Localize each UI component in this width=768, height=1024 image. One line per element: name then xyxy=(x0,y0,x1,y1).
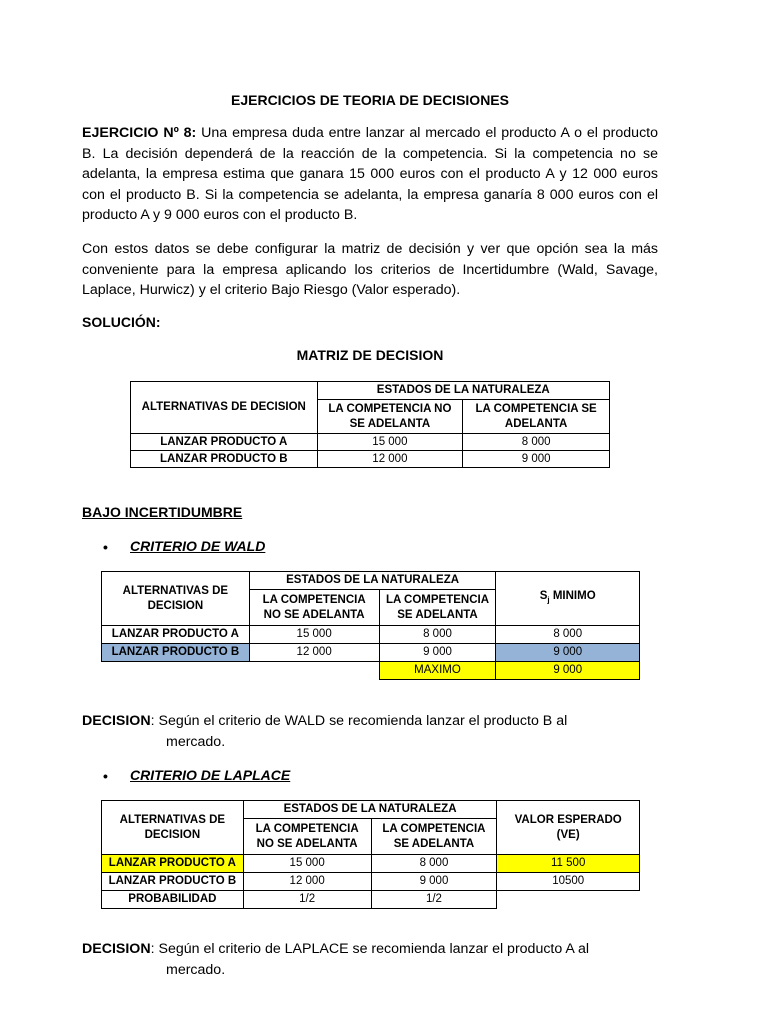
wald-max-label: MAXIMO xyxy=(379,662,496,680)
table-row xyxy=(102,891,640,909)
laplace-col-se-adelanta: LA COMPETENCIA SE ADELANTA xyxy=(371,819,497,855)
laplace-decision-text: : Según el criterio de LAPLACE se recomienda lanzar el producto A al xyxy=(150,941,590,957)
matrix-alt-header: ALTERNATIVAS DE DECISION xyxy=(131,382,318,434)
matrix-row-alt: LANZAR PRODUCTO B xyxy=(131,451,318,468)
section-uncertainty-heading: BAJO INCERTIDUMBRE xyxy=(82,504,243,520)
wald-decision-label: DECISION xyxy=(82,713,151,729)
laplace-cell: 9 000 xyxy=(371,873,497,891)
laplace-ve-cell: 10500 xyxy=(497,873,640,891)
table-row xyxy=(131,434,610,451)
laplace-decision-label: DECISION xyxy=(82,941,151,957)
decision-matrix-table xyxy=(130,381,610,468)
matrix-title: MATRIZ DE DECISION xyxy=(296,347,444,363)
table-row xyxy=(102,855,640,873)
laplace-ve-header: VALOR ESPERADO (VE) xyxy=(497,801,640,855)
page-title: EJERCICIOS DE TEORIA DE DECISIONES xyxy=(231,92,509,108)
wald-cell: 12 000 xyxy=(249,644,379,662)
table-row xyxy=(102,644,640,662)
wald-alt-header: ALTERNATIVAS DE DECISION xyxy=(102,572,250,626)
matrix-cell: 8 000 xyxy=(463,434,610,451)
laplace-row-alt: LANZAR PRODUCTO B xyxy=(102,873,244,891)
exercise-label: EJERCICIO Nº 8: xyxy=(82,125,197,141)
wald-table xyxy=(101,571,640,680)
wald-decision xyxy=(82,711,658,753)
laplace-states-header: ESTADOS DE LA NATURALEZA xyxy=(243,801,497,819)
matrix-col-no-adelanta: LA COMPETENCIA NO SE ADELANTA xyxy=(317,400,463,434)
wald-min-cell: 8 000 xyxy=(496,626,640,644)
exercise-paragraph xyxy=(82,123,658,226)
wald-max-value: 9 000 xyxy=(496,662,640,680)
wald-states-header: ESTADOS DE LA NATURALEZA xyxy=(249,572,496,590)
laplace-ve-cell-selected: 11 500 xyxy=(497,855,640,873)
wald-min-cell-selected: 9 000 xyxy=(496,644,640,662)
laplace-cell: 8 000 xyxy=(371,855,497,873)
matrix-col-se-adelanta: LA COMPETENCIA SE ADELANTA xyxy=(463,400,610,434)
bullet-wald: • xyxy=(103,539,108,555)
matrix-row-alt: LANZAR PRODUCTO A xyxy=(131,434,318,451)
wald-cell: 8 000 xyxy=(379,626,496,644)
table-row xyxy=(131,451,610,468)
instructions-paragraph: Con estos datos se debe configurar la matriz de decisión y ver que opción sea la más conveniente para la empresa aplicando los criterios de Incertidumbre (Wald, Savage, Laplace, Hurwicz) y el criterio Bajo Riesgo (Valor esperado). xyxy=(82,241,658,299)
wald-col-no-adelanta: LA COMPETENCIA NO SE ADELANTA xyxy=(249,590,379,626)
laplace-cell: 12 000 xyxy=(243,873,371,891)
table-row xyxy=(102,662,640,680)
solution-heading: SOLUCIÓN: xyxy=(82,314,161,330)
wald-decision-text: : Según el criterio de WALD se recomienda lanzar el producto B al xyxy=(150,713,568,729)
laplace-prob-label: PROBABILIDAD xyxy=(102,891,244,909)
wald-cell: 15 000 xyxy=(249,626,379,644)
table-row xyxy=(102,626,640,644)
wald-row-alt-selected: LANZAR PRODUCTO B xyxy=(102,644,250,662)
laplace-prob-cell: 1/2 xyxy=(243,891,371,909)
laplace-table xyxy=(101,800,640,909)
laplace-decision xyxy=(82,939,658,981)
laplace-row-alt-selected: LANZAR PRODUCTO A xyxy=(102,855,244,873)
matrix-states-header: ESTADOS DE LA NATURALEZA xyxy=(317,382,609,400)
exercise-text: Una empresa duda entre lanzar al mercado el producto A o el producto B. La decisión dependerá de la reacción de la competencia. Si la competencia no se adelanta, la empresa estima que ganara 15 000 euros con el producto A y 12 000 euros con el producto B. Si la competencia se adelanta, la empresa ganaría 8 000 euros con el producto A y 9 000 euros con el producto B. xyxy=(82,125,658,224)
laplace-decision-cont: mercado. xyxy=(166,962,226,978)
bullet-laplace: • xyxy=(103,768,108,784)
matrix-cell: 9 000 xyxy=(463,451,610,468)
wald-heading: CRITERIO DE WALD xyxy=(130,538,266,554)
wald-min-header: $S_j$ MINIMO xyxy=(496,572,640,626)
wald-cell: 9 000 xyxy=(379,644,496,662)
table-row xyxy=(102,873,640,891)
laplace-alt-header: ALTERNATIVAS DE DECISION xyxy=(102,801,244,855)
laplace-col-no-adelanta: LA COMPETENCIA NO SE ADELANTA xyxy=(243,819,371,855)
wald-decision-cont: mercado. xyxy=(166,734,226,750)
wald-row-alt: LANZAR PRODUCTO A xyxy=(102,626,250,644)
matrix-cell: 12 000 xyxy=(317,451,463,468)
laplace-prob-cell: 1/2 xyxy=(371,891,497,909)
laplace-heading: CRITERIO DE LAPLACE xyxy=(130,767,291,783)
matrix-cell: 15 000 xyxy=(317,434,463,451)
wald-col-se-adelanta: LA COMPETENCIA SE ADELANTA xyxy=(379,590,496,626)
laplace-cell: 15 000 xyxy=(243,855,371,873)
